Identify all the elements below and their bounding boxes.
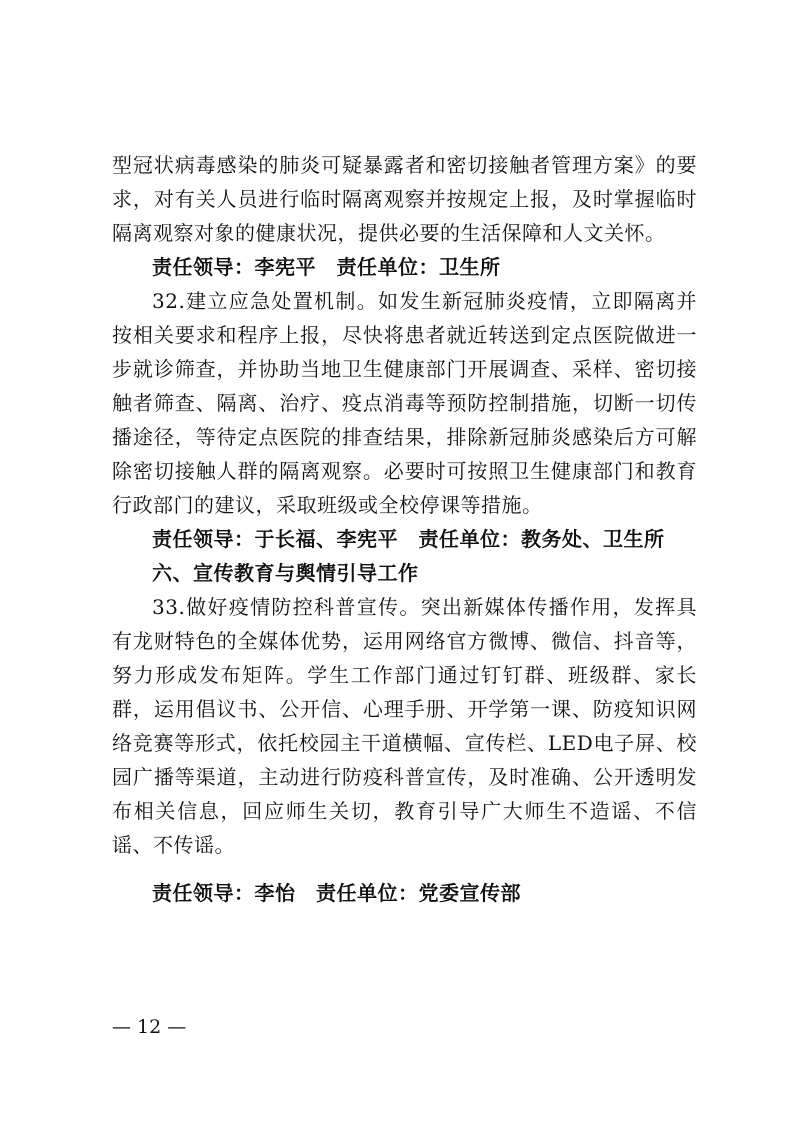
- responsibility-line-1: 责任领导：李宪平 责任单位：卫生所: [152, 255, 501, 279]
- paragraph-continuation: 型冠状病毒感染的肺炎可疑暴露者和密切接触者管理方案》的要求，对有关人员进行临时隔离观察并按规定上报，及时掌握临时隔离观察对象的健康状况，提供必要的生活保障和人文关怀。: [112, 153, 697, 245]
- paragraph-item-33: 33.做好疫情防控科普宣传。突出新媒体传播作用，发挥具有龙财特色的全媒体优势，运用网络官方微博、微信、抖音等，努力形成发布矩阵。学生工作部门通过钉钉群、班级群、家长群，运用倡议书、公开信、心理手册、开学第一课、防疫知识网络竞赛等形式，依托校园主干道横幅、宣传栏、LED电子屏、校园广播等渠道，主动进行防疫科普宣传，及时准确、公开透明发布相关信息，回应师生关切，教育引导广大师生不造谣、不信谣、不传谣。: [112, 595, 697, 857]
- document-body: [112, 148, 697, 910]
- responsibility-line-3: 责任领导：李怡 责任单位：党委宣传部: [152, 881, 521, 905]
- spacer: [112, 862, 697, 876]
- page-number: — 12 —: [112, 1016, 187, 1038]
- responsibility-line-2: 责任领导：于长福、李宪平 责任单位：教务处、卫生所: [152, 527, 665, 551]
- section-heading-6: 六、宣传教育与舆情引导工作: [152, 561, 419, 585]
- paragraph-item-32: 32.建立应急处置机制。如发生新冠肺炎疫情，立即隔离并按相关要求和程序上报，尽快将患者就近转送到定点医院做进一步就诊筛查，并协助当地卫生健康部门开展调查、采样、密切接触者筛查、隔离、治疗、疫点消毒等预防控制措施，切断一切传播途径，等待定点医院的排查结果，排除新冠肺炎感染后方可解除密切接触人群的隔离观察。必要时可按照卫生健康部门和教育行政部门的建议，采取班级或全校停课等措施。: [112, 289, 697, 517]
